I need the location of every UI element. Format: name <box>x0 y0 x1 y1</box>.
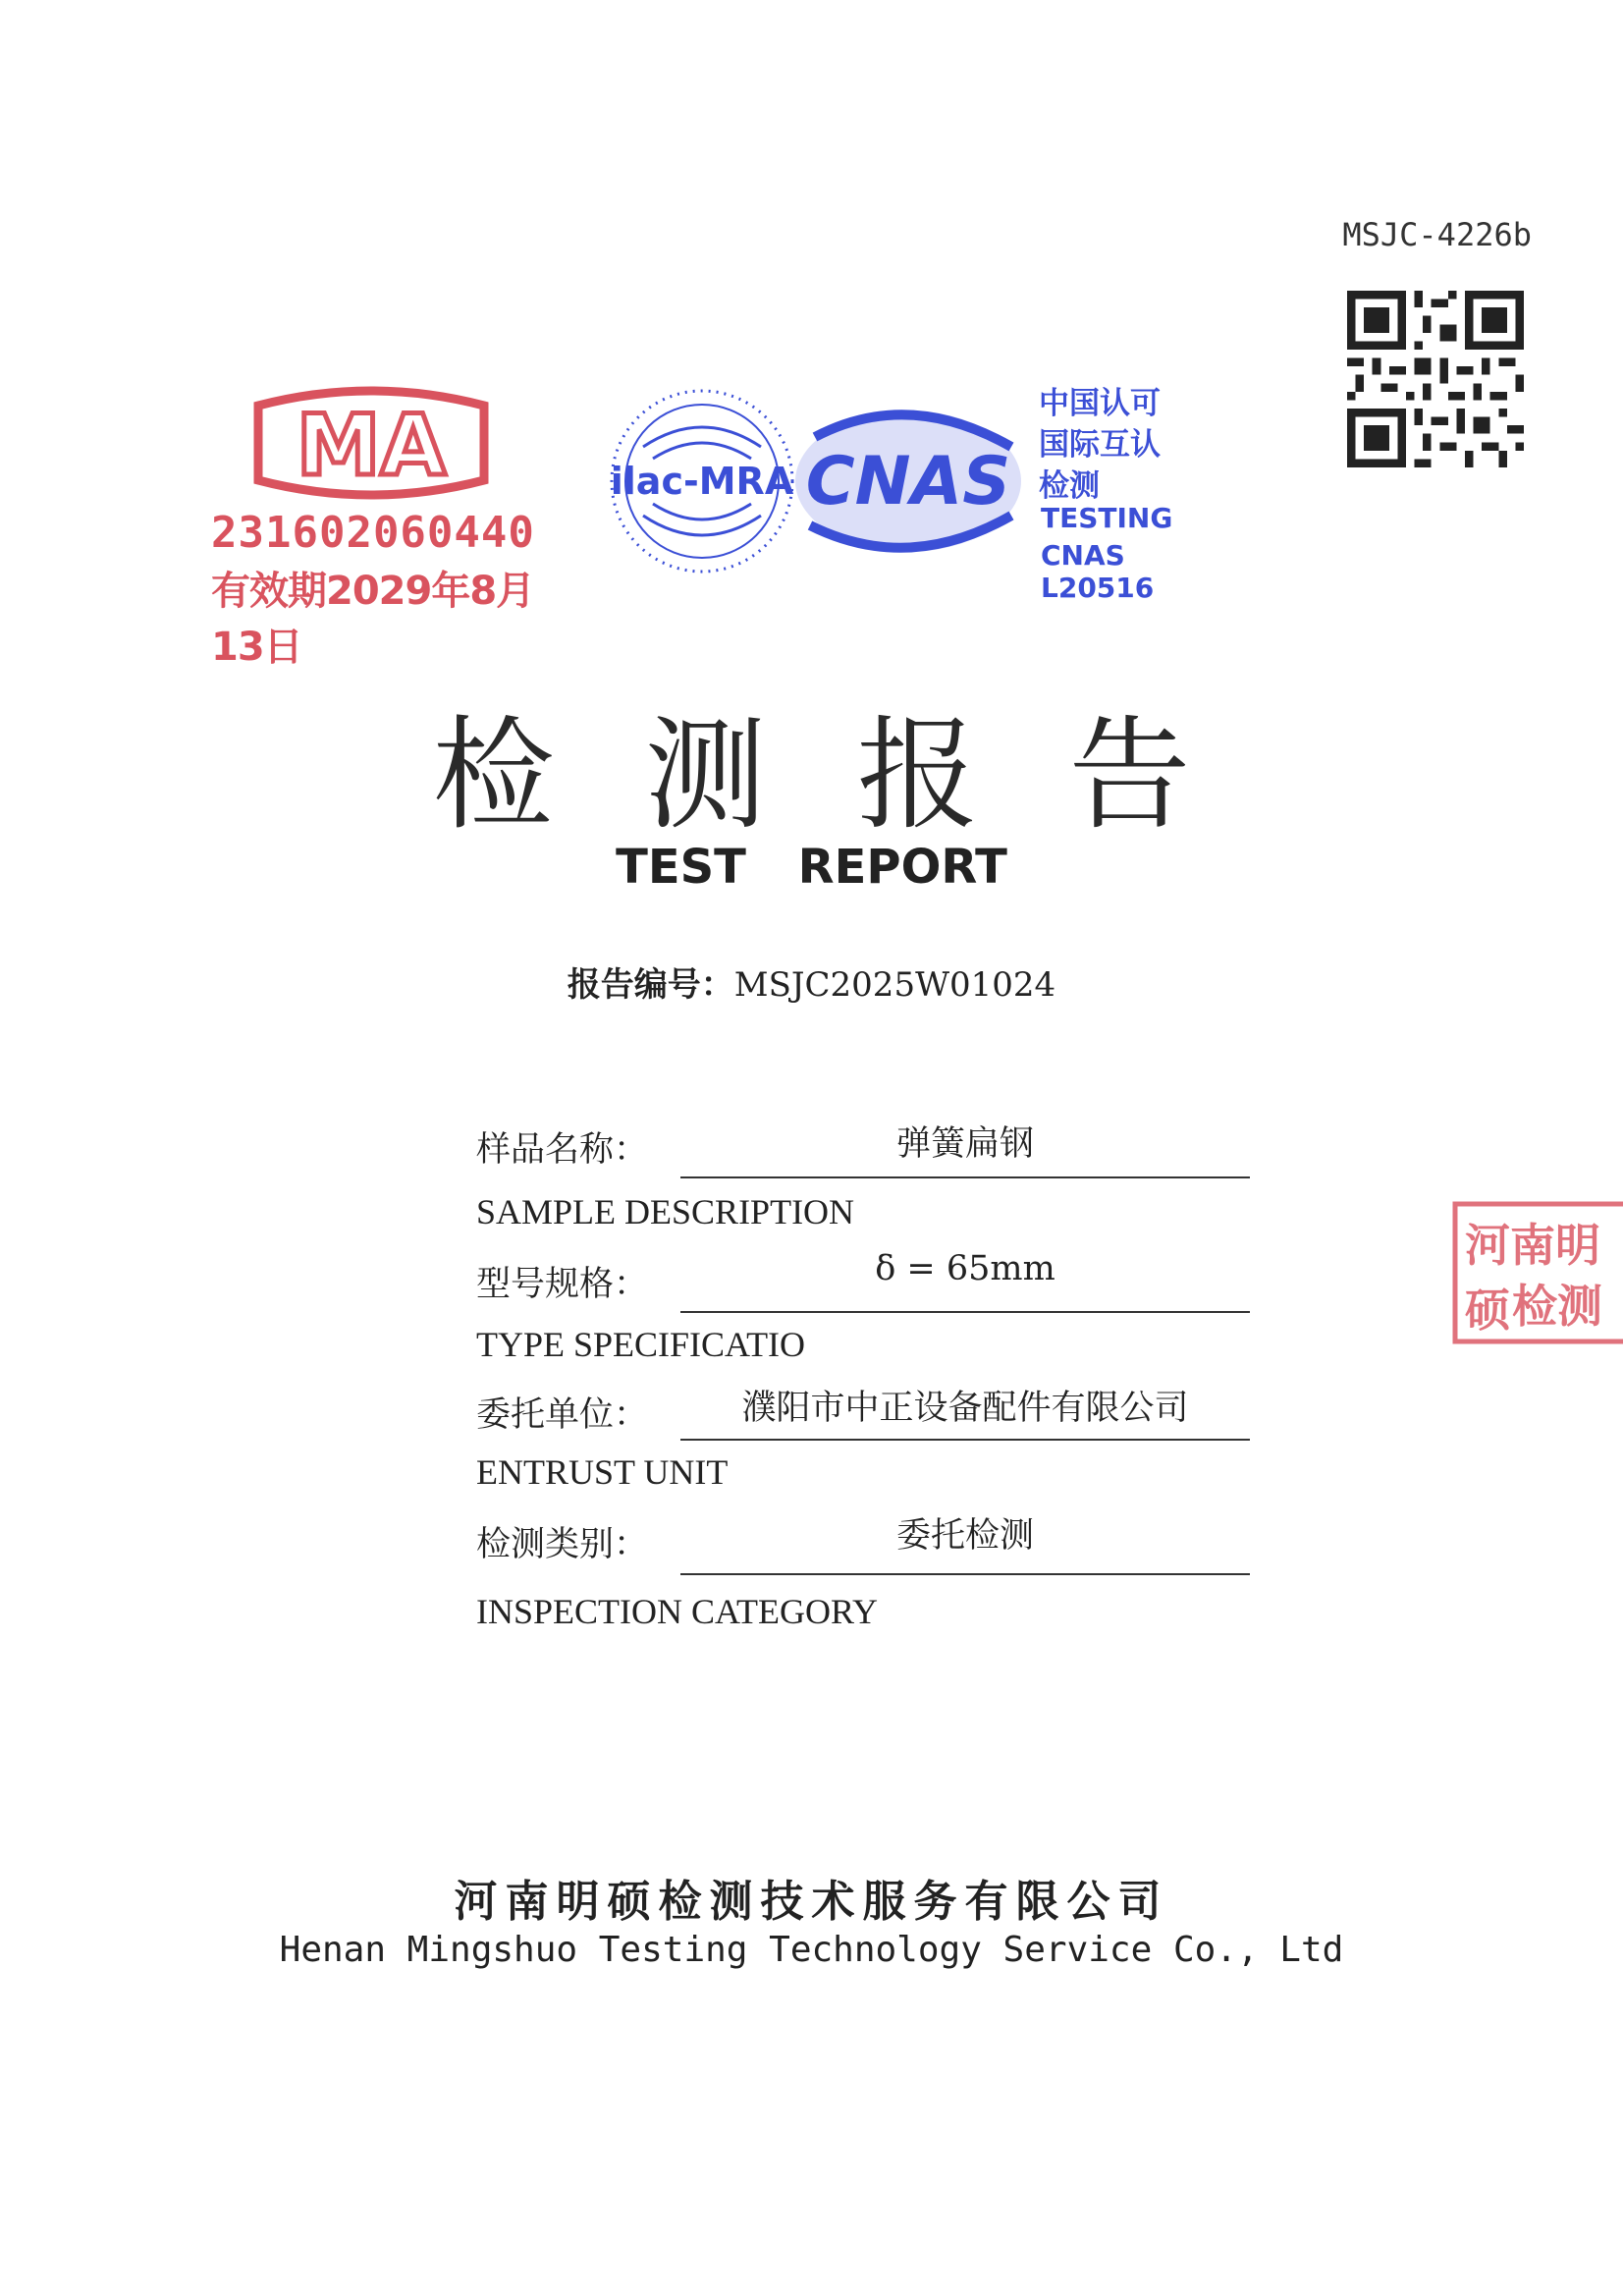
cnas-cn-line-1: 中国认可 <box>1039 386 1161 421</box>
entrust-unit-value: 濮阳市中正设备配件有限公司 <box>741 1389 1189 1428</box>
cnas-cn-line-2: 国际互认 <box>1039 427 1161 463</box>
inspection-category-underline <box>680 1573 1250 1575</box>
document-code: MSJC-4226b <box>1342 216 1532 253</box>
cnas-cn-line-3: 检测 <box>1039 468 1100 504</box>
inspection-category-en-label: INSPECTION CATEGORY <box>476 1592 879 1631</box>
seal-line-2: 检测 <box>1512 1280 1602 1333</box>
report-number-label: 报告编号： <box>567 965 734 1005</box>
entrust-unit-underline <box>680 1439 1250 1441</box>
company-seal-stamp <box>1451 1200 1623 1347</box>
ilac-text: ilac-MRA <box>610 460 794 503</box>
cma-logo-icon <box>239 384 504 502</box>
cnas-accreditation-mark <box>599 378 1188 604</box>
inspection-category-value: 委托检测 <box>895 1516 1034 1556</box>
sample-description-label: SAMPLE DESCRIPTION <box>476 1192 855 1231</box>
report-number-value: MSJC2025W01024 <box>733 965 1056 1005</box>
cma-number: 231602060440 <box>211 508 535 558</box>
cnas-en-line-1: TESTING <box>1041 502 1173 534</box>
sample-name-underline <box>680 1176 1250 1178</box>
entrust-unit-label: 委托单位： <box>476 1395 649 1435</box>
report-title-cn: 检测报告 <box>432 705 1281 847</box>
inspection-category-label: 检测类别： <box>476 1525 649 1564</box>
entrust-unit-en-label: ENTRUST UNIT <box>476 1452 729 1492</box>
cnas-text: CNAS <box>805 443 1011 520</box>
seal-line-1: 河南明硕 <box>1465 1219 1600 1337</box>
cma-letters: MA <box>296 397 447 495</box>
sample-name-value: 弹簧扁钢 <box>895 1124 1034 1164</box>
report-title-en: TEST REPORT <box>616 840 1007 895</box>
cma-validity: 有效期2029年8月13日 <box>211 569 535 670</box>
sample-name-label: 样品名称： <box>476 1130 649 1170</box>
type-specification-label: TYPE SPECIFICATIO <box>476 1325 806 1364</box>
company-name-en: Henan Mingshuo Testing Technology Service Co., Ltd <box>279 1930 1344 1970</box>
ilac-cnas-logo-icon <box>599 378 1031 584</box>
cnas-en-line-2: CNAS L20516 <box>1041 539 1155 604</box>
type-spec-label: 型号规格： <box>476 1265 649 1304</box>
company-name-cn: 河南明硕检测技术服务有限公司 <box>454 1877 1169 1927</box>
qr-code-icon[interactable] <box>1347 291 1524 467</box>
type-spec-value: δ = 65mm <box>875 1249 1055 1288</box>
type-spec-underline <box>680 1311 1250 1313</box>
cma-certification-seal <box>211 378 535 670</box>
report-number <box>0 957 1623 1006</box>
